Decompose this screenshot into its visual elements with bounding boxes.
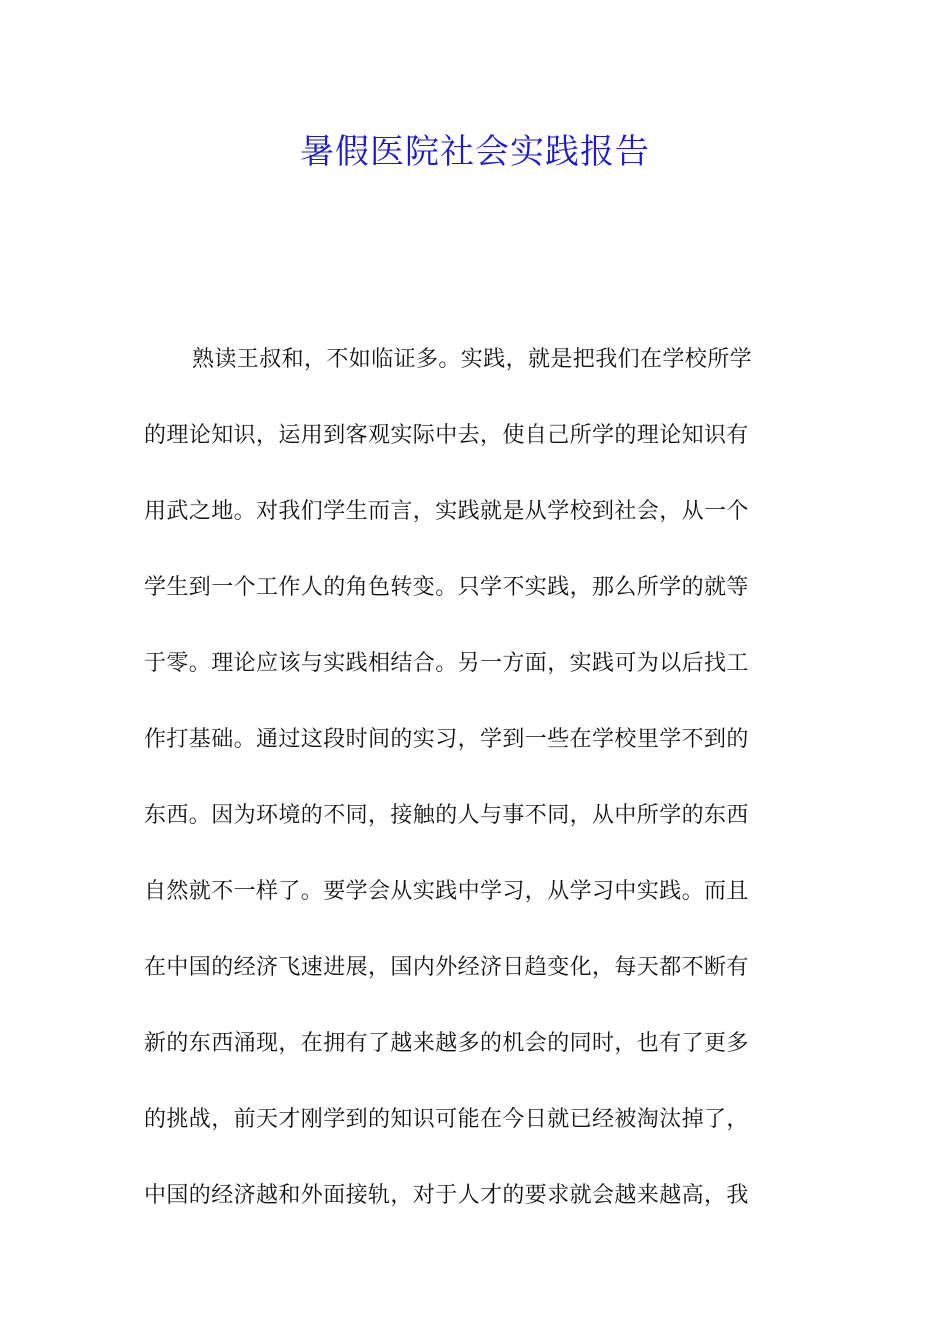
body-line: 自然就不一样了。要学会从实践中学习，从学习中实践。而且	[144, 879, 749, 904]
body-line: 用武之地。对我们学生而言，实践就是从学校到社会，从一个	[144, 499, 749, 524]
body-line: 熟读王叔和，不如临证多。实践，就是把我们在学校所学	[192, 347, 753, 372]
body-line: 中国的经济越和外面接轨，对于人才的要求就会越来越高，我	[144, 1183, 749, 1208]
document-title: 暑假医院社会实践报告	[300, 132, 650, 172]
body-line: 学生到一个工作人的角色转变。只学不实践，那么所学的就等	[144, 575, 749, 600]
body-line: 在中国的经济飞速进展，国内外经济日趋变化，每天都不断有	[144, 955, 749, 980]
body-line: 于零。理论应该与实践相结合。另一方面，实践可为以后找工	[144, 651, 749, 676]
body-line: 东西。因为环境的不同，接触的人与事不同，从中所学的东西	[144, 803, 749, 828]
body-line: 作打基础。通过这段时间的实习，学到一些在学校里学不到的	[144, 727, 749, 752]
body-line: 的挑战，前天才刚学到的知识可能在今日就已经被淘汰掉了，	[144, 1107, 749, 1132]
body-line: 的理论知识，运用到客观实际中去，使自己所学的理论知识有	[144, 423, 749, 448]
body-line: 新的东西涌现，在拥有了越来越多的机会的同时，也有了更多	[144, 1031, 749, 1056]
